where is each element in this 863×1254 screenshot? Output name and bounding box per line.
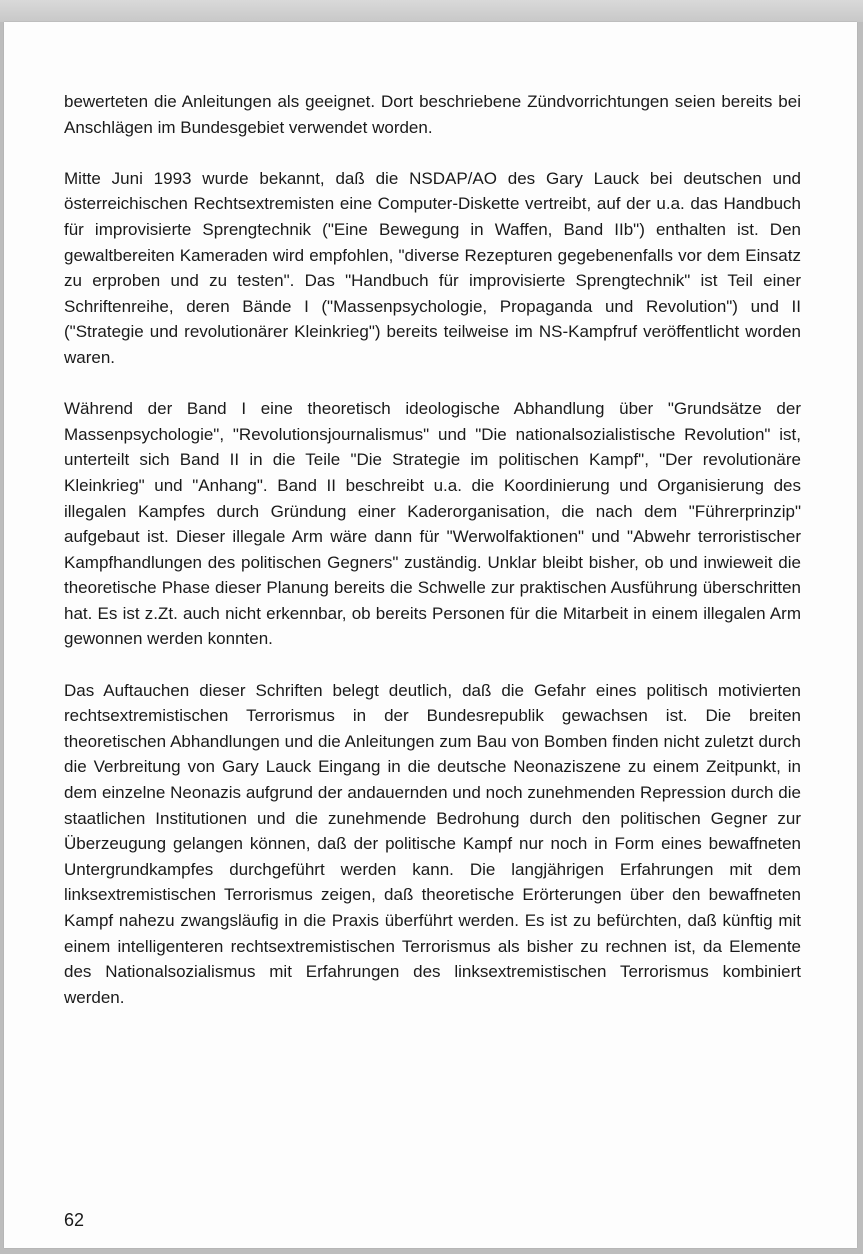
paragraph-4: Das Auftauchen dieser Schriften belegt deutlich, daß die Gefahr eines politisch motivierten rechtsextremistischen Terrorismus in der Bundesrepublik gewachsen ist. Die breiten theoretischen Abhandlungen und die Anleitungen zum Bau von Bomben finden nicht zuletzt durch die Verbreitung von Gary Lauck Eingang in die deutsche Neonaziszene zu einem Zeitpunkt, in dem einzelne Neonazis aufgrund der andauernden und noch zunehmenden Repression durch die staatlichen Institutionen und die zunehmende Bedrohung durch den politischen Gegner zur Überzeugung gelangen können, daß der politische Kampf nur noch in Form eines bewaffneten Untergrundkampfes durchgeführt werden kann. Die langjährigen Erfahrungen mit dem linksextremistischen Terrorismus zeigen, daß theoretische Erörterungen über den bewaffneten Kampf nahezu zwangsläufig in die Praxis überführt werden. Es ist zu befürchten, daß künftig mit einem intelligenteren rechtsextremistischen Terrorismus als bisher zu rechnen ist, da Elemente des Nationalsozialismus mit Erfahrungen des linksextremistischen Terrorismus kombiniert werden. [64,680,801,1007]
page-number: 62 [64,1210,85,1230]
document-page [4,22,857,1248]
paragraph-3: Während der Band I eine theoretisch ideologische Abhandlung über "Grundsätze der Massenpsychologie", "Revolutionsjournalismus" und "Die nationalsozialistische Revolution" ist, unterteilt sich Band II in die Teile "Die Strategie im politischen Kampf", "Der revolutionäre Kleinkrieg" und "Anhang". Band II beschreibt u.a. die Koordinierung und Organisierung des illegalen Kampfes durch Gründung einer Kaderorganisation, die nach dem "Führerprinzip" aufgebaut ist. Dieser illegale Arm wäre dann für "Werwolfaktionen" und "Abwehr terroristischer Kampfhandlungen des politischen Gegners" zuständig. Unklar bleibt bisher, ob und inwieweit die theoretische Phase dieser Planung bereits die Schwelle zur praktischen Ausführung überschritten hat. Es ist z.Zt. auch nicht erkennbar, ob bereits Personen für die Mitarbeit in einem illegalen Arm gewonnen werden konnten. [64,399,801,649]
paragraph-1: bewerteten die Anleitungen als geeignet. Dort beschriebene Zündvorrichtungen seien bereits bei Anschlägen im Bundesgebiet verwendet worden. [64,92,801,137]
scan-top-edge [0,0,863,22]
body-text [64,89,801,1036]
paragraph-2: Mitte Juni 1993 wurde bekannt, daß die NSDAP/AO des Gary Lauck bei deutschen und österreichischen Rechtsextremisten eine Computer-Diskette vertreibt, auf der u.a. das Handbuch für improvisierte Sprengtechnik ("Eine Bewegung in Waffen, Band IIb") enthalten ist. Den gewaltbereiten Kameraden wird empfohlen, "diverse Rezepturen gegebenenfalls vor dem Einsatz zu erproben und zu testen". Das "Handbuch für improvisierte Sprengtechnik" ist Teil einer Schriftenreihe, deren Bände I ("Massenpsychologie, Propaganda und Revolution") und II ("Strategie und revolutionärer Kleinkrieg") bereits teilweise im NS-Kampfruf veröffentlicht worden waren. [64,168,801,367]
